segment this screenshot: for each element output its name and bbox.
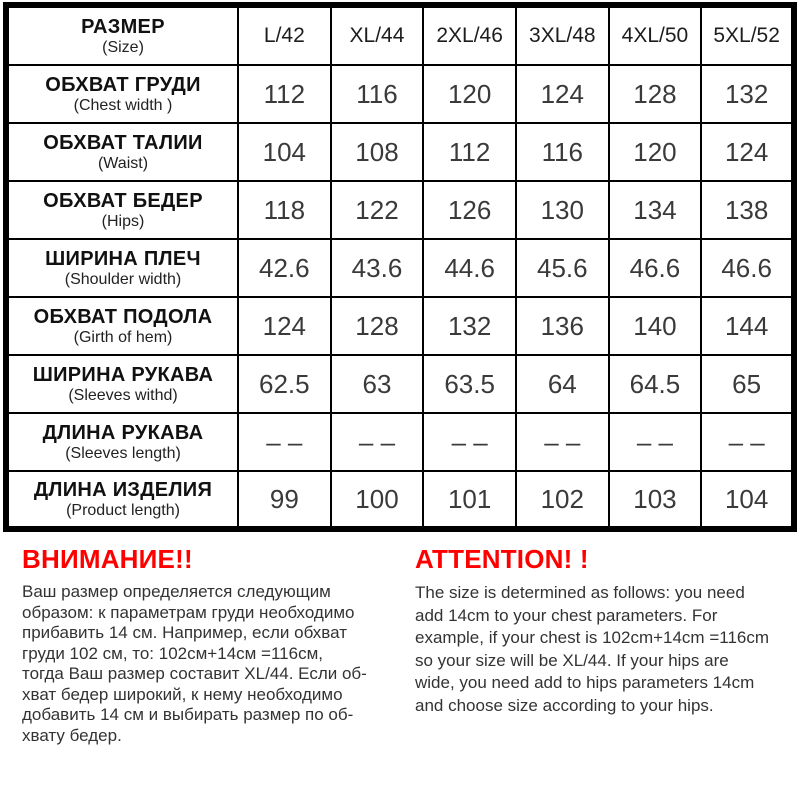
row-label-en: (Waist) [97,154,149,172]
size-value-cell: 44.6 [423,239,516,297]
size-value-cell: 108 [331,123,424,181]
size-value-cell: 120 [609,123,702,181]
note-line: and choose size according to your hips. [415,695,714,715]
size-value-cell: – – [516,413,609,471]
row-label-en: (Sleeves withd) [68,386,178,404]
size-value-cell: 104 [238,123,331,181]
note-line: example, if your chest is 102cm+14cm =116cm [415,628,770,647]
row-label-en: (Shoulder width) [64,270,182,288]
size-value-cell: 118 [238,181,331,239]
size-table [3,2,797,532]
table-row-product-length [6,471,794,529]
size-value-cell: – – [331,413,424,471]
size-value-cell: 126 [423,181,516,239]
size-value-cell: 101 [423,471,516,529]
note-line: прибавить 14 см. Например, если обхват [22,623,347,642]
table-row-sleeve-width [6,355,794,413]
size-value-cell: 132 [423,297,516,355]
size-value-cell: 122 [331,181,424,239]
attention-heading-ru: ВНИМАНИЕ!! [22,544,193,574]
row-label-en: (Hips) [101,212,145,230]
note-english [415,544,782,746]
note-line: хвату бедер. [22,725,122,745]
note-line: хват бедер широкий, к нему необходимо [22,684,343,704]
row-label-ru: ДЛИНА РУКАВА [42,421,204,444]
size-value-cell: 64 [516,355,609,413]
size-value-cell: 120 [423,65,516,123]
size-value-cell: 102 [516,471,609,529]
table-row-shoulder [6,239,794,297]
notes-section [0,532,800,746]
note-russian [22,544,389,746]
row-label-ru: ОБХВАТ ПОДОЛА [33,305,213,328]
size-value-cell: 104 [701,471,794,529]
size-value-cell: 42.6 [238,239,331,297]
size-value-cell: 124 [701,123,794,181]
size-value-cell: – – [701,413,794,471]
size-column-header: 3XL/48 [516,5,609,65]
note-line: груди 102 см, то: 102см+14см =116см, [22,643,323,663]
size-header-en: (Size) [102,38,144,56]
size-value-cell: 136 [516,297,609,355]
note-line: The size is determined as follows: you need [415,583,745,602]
size-value-cell: – – [609,413,702,471]
row-label-en: (Product length) [66,501,180,519]
size-value-cell: 103 [609,471,702,529]
size-value-cell: 99 [238,471,331,529]
size-value-cell: 46.6 [609,239,702,297]
size-value-cell: 45.6 [516,239,609,297]
size-value-cell: 112 [423,123,516,181]
row-label-ru: ШИРИНА РУКАВА [32,363,214,386]
row-label-cell [6,239,238,297]
attention-heading-en: ATTENTION! ! [415,544,589,574]
size-column-header: 5XL/52 [701,5,794,65]
row-label-ru: ОБХВАТ БЕДЕР [43,189,203,212]
size-value-cell: 128 [331,297,424,355]
row-label-en: (Chest width ) [73,96,173,114]
size-value-cell: 62.5 [238,355,331,413]
note-line: wide, you need add to hips parameters 14cm [415,673,755,692]
row-label-cell [6,181,238,239]
row-label-ru: ШИРИНА ПЛЕЧ [45,247,201,270]
row-label-ru: ОБХВАТ ГРУДИ [45,73,201,96]
size-value-cell: – – [423,413,516,471]
size-column-header: XL/44 [331,5,424,65]
size-value-cell: 116 [516,123,609,181]
row-label-cell [6,413,238,471]
note-line: Ваш размер определяется следующим [22,582,331,601]
size-column-header: L/42 [238,5,331,65]
size-value-cell: 132 [701,65,794,123]
row-label-cell [6,65,238,123]
size-value-cell: 112 [238,65,331,123]
table-row-chest [6,65,794,123]
size-value-cell: – – [238,413,331,471]
size-value-cell: 138 [701,181,794,239]
table-row-hem [6,297,794,355]
size-value-cell: 144 [701,297,794,355]
table-header-row [6,5,794,65]
table-row-waist [6,123,794,181]
row-label-ru: ДЛИНА ИЗДЕЛИЯ [33,478,213,501]
note-line: тогда Ваш размер составит XL/44. Если об- [22,664,367,683]
size-value-cell: 64.5 [609,355,702,413]
size-value-cell: 65 [701,355,794,413]
size-value-cell: 130 [516,181,609,239]
row-label-cell [6,355,238,413]
size-column-header: 4XL/50 [609,5,702,65]
size-value-cell: 43.6 [331,239,424,297]
size-value-cell: 140 [609,297,702,355]
row-label-ru: ОБХВАТ ТАЛИИ [43,131,203,154]
size-value-cell: 63.5 [423,355,516,413]
note-line: добавить 14 см и выбирать размер по об- [22,705,354,724]
row-label-cell [6,297,238,355]
size-header-cell [6,5,238,65]
size-header-ru: РАЗМЕР [81,15,165,38]
note-line: add 14cm to your chest parameters. For [415,605,718,625]
note-line: so your size will be XL/44. If your hips are [415,650,729,670]
table-row-sleeve-length [6,413,794,471]
size-value-cell: 134 [609,181,702,239]
table-row-hips [6,181,794,239]
row-label-cell [6,123,238,181]
row-label-en: (Sleeves length) [65,444,181,462]
size-value-cell: 100 [331,471,424,529]
size-value-cell: 63 [331,355,424,413]
size-value-cell: 46.6 [701,239,794,297]
size-value-cell: 128 [609,65,702,123]
size-value-cell: 116 [331,65,424,123]
note-line: образом: к параметрам груди необходимо [22,602,355,622]
size-value-cell: 124 [238,297,331,355]
size-value-cell: 124 [516,65,609,123]
row-label-cell [6,471,238,529]
row-label-en: (Girth of hem) [73,328,173,346]
size-column-header: 2XL/46 [423,5,516,65]
